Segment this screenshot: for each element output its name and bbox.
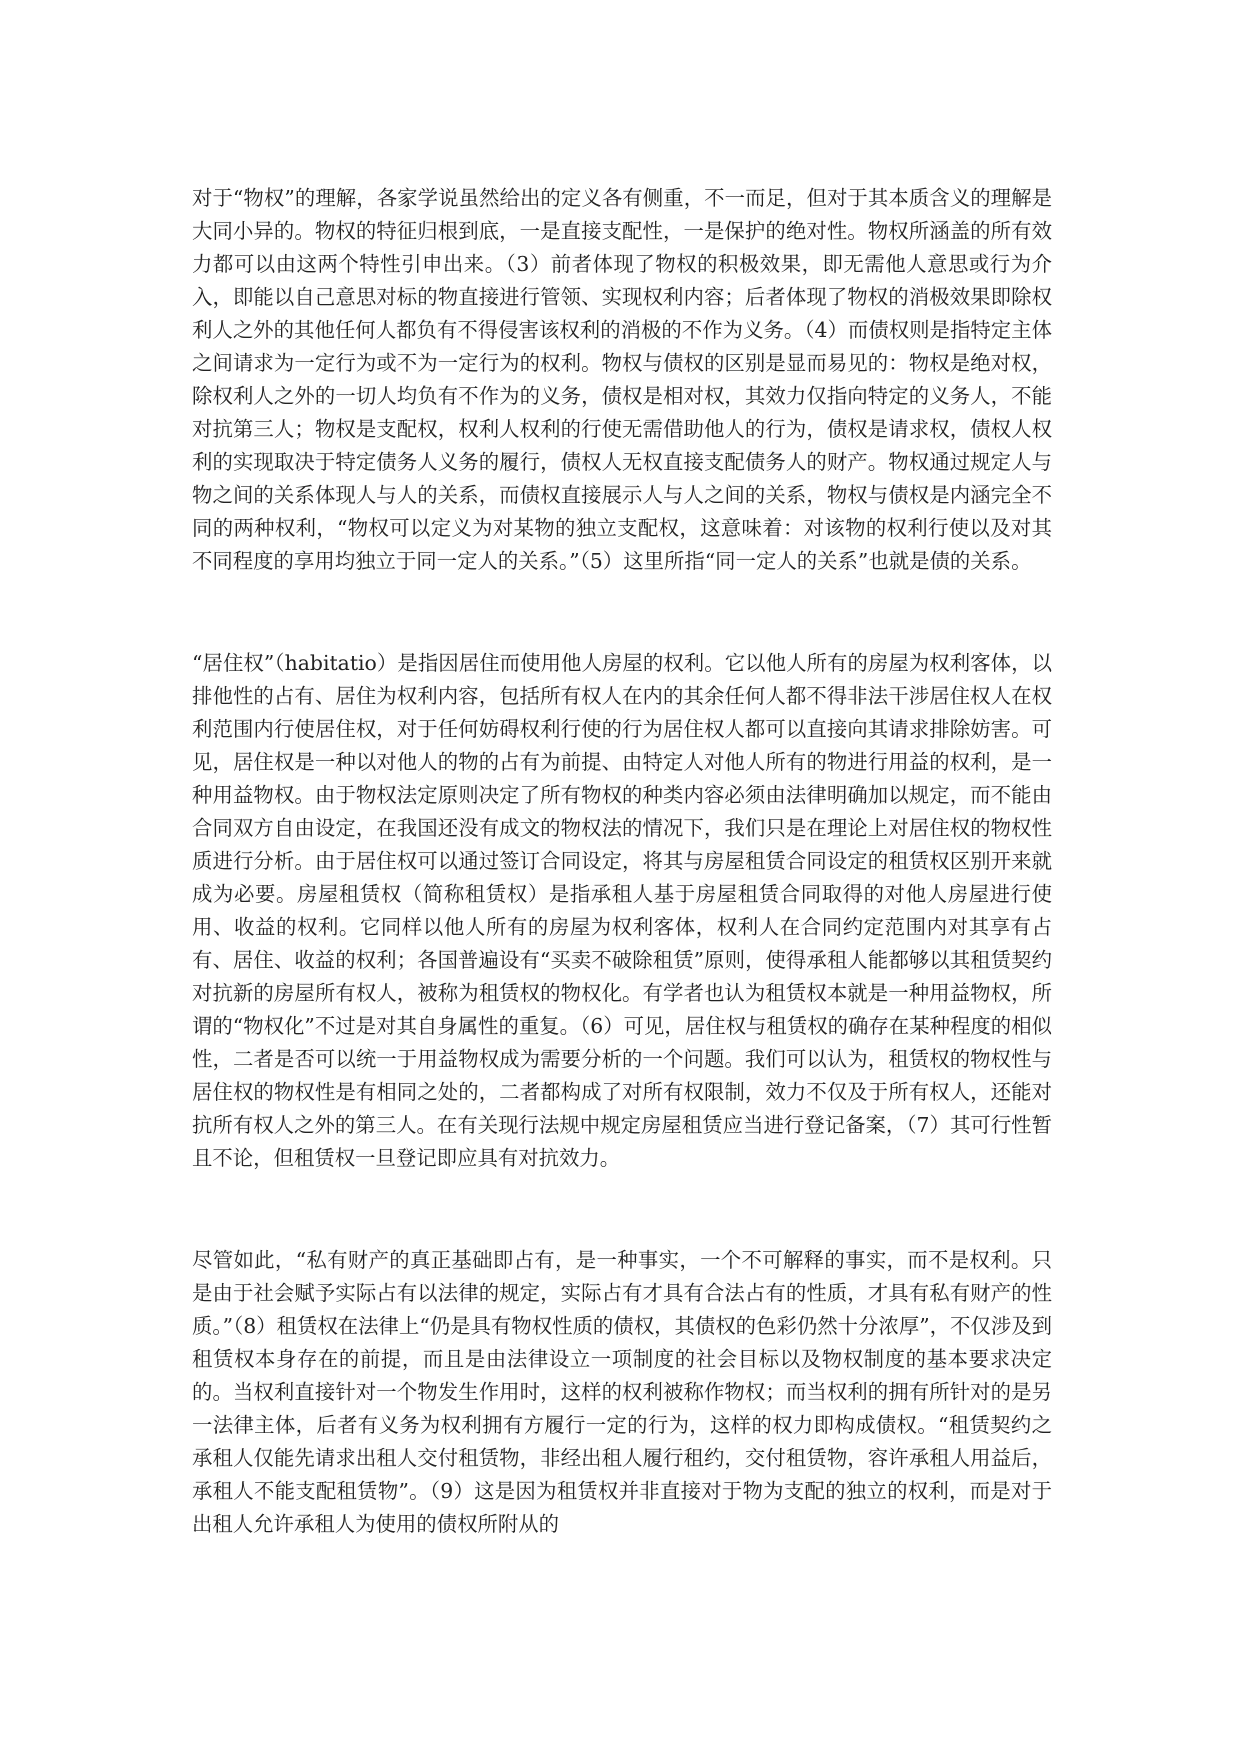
paragraph-lease-right-nature: 尽管如此，“私有财产的真正基础即占有，是一种事实，一个不可解释的事实，而不是权利。只是由于社会赋予实际占有以法律的规定，实际占有才具有合法占有的性质，才具有私有财产的性质。”（8）租赁权在法律上“仍是具有物权性质的债权，其债权的色彩仍然十分浓厚”，不仅涉及到租赁权本身存在的前提，而且是由法律设立一项制度的社会目标以及物权制度的基本要求决定的。当权利直接针对一个物发生作用时，这样的权利被称作物权；而当权利的拥有所针对的是另一法律主体，后者有义务为权利拥有方履行一定的行为，这样的权力即构成债权。“租赁契约之承租人仅能先请求出租人交付租赁物，非经出租人履行租约，交付租赁物，容许承租人用益后，承租人不能支配租赁物”。（9）这是因为租赁权并非直接对于物为支配的独立的权利，而是对于出租人允许承租人为使用的债权所附从的 xyxy=(192,1248,1052,1536)
document-body xyxy=(192,182,1052,1541)
paragraph-real-right-vs-claim: 对于“物权”的理解，各家学说虽然给出的定义各有侧重，不一而足，但对于其本质含义的理解是大同小异的。物权的特征归根到底，一是直接支配性，一是保护的绝对性。物权所涵盖的所有效力都可以由这两个特性引申出来。（3）前者体现了物权的积极效果，即无需他人意思或行为介入，即能以自己意思对标的物直接进行管领、实现权利内容；后者体现了物权的消极效果即除权利人之外的其他任何人都负有不得侵害该权利的消极的不作为义务。（4）而债权则是指特定主体之间请求为一定行为或不为一定行为的权利。物权与债权的区别是显而易见的：物权是绝对权，除权利人之外的一切人均负有不作为的义务，债权是相对权，其效力仅指向特定的义务人，不能对抗第三人；物权是支配权，权利人权利的行使无需借助他人的行为，债权是请求权，债权人权利的实现取决于特定债务人义务的履行，债权人无权直接支配债务人的财产。物权通过规定人与物之间的关系体现人与人的关系，而债权直接展示人与人之间的关系，物权与债权是内涵完全不同的两种权利，“物权可以定义为对某物的独立支配权，这意味着：对该物的权利行使以及对其不同程度的享用均独立于同一定人的关系。”（5）这里所指“同一定人的关系”也就是债的关系。 xyxy=(192,186,1052,573)
paragraph-right-of-residence: “居住权”（habitatio）是指因居住而使用他人房屋的权利。它以他人所有的房屋为权利客体，以排他性的占有、居住为权利内容，包括所有权人在内的其余任何人都不得非法干涉居住权人在权利范围内行使居住权，对于任何妨碍权利行使的行为居住权人都可以直接向其请求排除妨害。可见，居住权是一种以对他人的物的占有为前提、由特定人对他人所有的物进行用益的权利，是一种用益物权。由于物权法定原则决定了所有物权的种类内容必须由法律明确加以规定，而不能由合同双方自由设定，在我国还没有成文的物权法的情况下，我们只是在理论上对居住权的物权性质进行分析。由于居住权可以通过签订合同设定，将其与房屋租赁合同设定的租赁权区别开来就成为必要。房屋租赁权（简称租赁权）是指承租人基于房屋租赁合同取得的对他人房屋进行使用、收益的权利。它同样以他人所有的房屋为权利客体，权利人在合同约定范围内对其享有占有、居住、收益的权利；各国普遍设有“买卖不破除租赁”原则，使得承租人能都够以其租赁契约对抗新的房屋所有权人，被称为租赁权的物权化。有学者也认为租赁权本就是一种用益物权，所谓的“物权化”不过是对其自身属性的重复。（6）可见，居住权与租赁权的确存在某种程度的相似性，二者是否可以统一于用益物权成为需要分析的一个问题。我们可以认为，租赁权的物权性与居住权的物权性是有相同之处的，二者都构成了对所有权限制，效力不仅及于所有权人，还能对抗所有权人之外的第三人。在有关现行法规中规定房屋租赁应当进行登记备案，（7）其可行性暂且不论，但租赁权一旦登记即应具有对抗效力。 xyxy=(192,651,1052,1170)
